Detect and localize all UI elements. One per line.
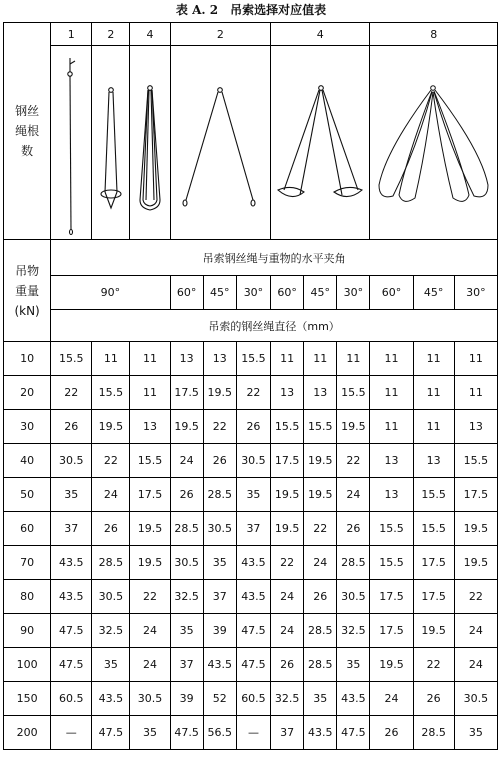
diameter-cell: 30.5: [337, 580, 370, 614]
diameter-cell: 43.5: [304, 716, 337, 750]
diameter-cell: 11: [413, 376, 454, 410]
diameter-cell: 37: [51, 512, 92, 546]
table-title: 表 A. 2 吊索选择对应值表: [175, 3, 327, 17]
diameter-cell: 24: [370, 682, 413, 716]
diameter-cell: 24: [130, 648, 170, 682]
diameter-cell: 19.5: [271, 478, 304, 512]
diameter-cell: 24: [304, 546, 337, 580]
diameter-cell: 15.5: [370, 546, 413, 580]
diameter-cell: 11: [130, 376, 170, 410]
diameter-cell: 17.5: [413, 546, 454, 580]
table-row: [4, 512, 498, 546]
diameter-cell: 17.5: [271, 444, 304, 478]
rope-group-header: 4: [130, 23, 170, 46]
table-row: [4, 444, 498, 478]
diameter-cell: 35: [337, 648, 370, 682]
single-rope-icon: [51, 46, 92, 240]
angle-cell: 30°: [236, 276, 270, 310]
diameter-cell: 28.5: [203, 478, 236, 512]
diameter-cell: 15.5: [454, 444, 497, 478]
angle-cell: 60°: [170, 276, 203, 310]
diameter-cell: 11: [413, 342, 454, 376]
diameter-cell: 19.5: [304, 444, 337, 478]
diameter-cell: 35: [203, 546, 236, 580]
diameter-cell: 30.5: [170, 546, 203, 580]
diameter-cell: 26: [236, 410, 270, 444]
diameter-cell: 13: [370, 478, 413, 512]
diameter-cell: 24: [337, 478, 370, 512]
diameter-cell: 47.5: [92, 716, 130, 750]
weight-cell: 200: [4, 716, 51, 750]
diameter-cell: 26: [413, 682, 454, 716]
diameter-cell: 19.5: [170, 410, 203, 444]
diameter-cell: 30.5: [130, 682, 170, 716]
diameter-cell: 19.5: [92, 410, 130, 444]
diameter-cell: —: [236, 716, 270, 750]
rope-group-header: 8: [370, 23, 498, 46]
diameter-cell: 30.5: [203, 512, 236, 546]
diameter-cell: 24: [92, 478, 130, 512]
diameter-cell: 11: [337, 342, 370, 376]
diameter-cell: 43.5: [51, 580, 92, 614]
angle-cell: 30°: [454, 276, 497, 310]
diameter-cell: 28.5: [304, 648, 337, 682]
diameter-cell: 15.5: [130, 444, 170, 478]
diameter-cell: 19.5: [271, 512, 304, 546]
diameter-cell: 24: [271, 580, 304, 614]
diameter-cell: 28.5: [413, 716, 454, 750]
diameter-cell: 47.5: [337, 716, 370, 750]
weight-cell: 20: [4, 376, 51, 410]
diameter-cell: 26: [304, 580, 337, 614]
diameter-cell: 28.5: [304, 614, 337, 648]
diameter-cell: 17.5: [170, 376, 203, 410]
diameter-cell: 19.5: [370, 648, 413, 682]
table-row: [4, 410, 498, 444]
diameter-header: 吊索的钢丝绳直径（mm）: [51, 310, 498, 342]
diameter-cell: 15.5: [92, 376, 130, 410]
diameter-cell: 13: [170, 342, 203, 376]
diameter-cell: 17.5: [413, 580, 454, 614]
diameter-cell: —: [51, 716, 92, 750]
table-row: [4, 682, 498, 716]
diameter-cell: 35: [51, 478, 92, 512]
diameter-cell: 13: [203, 342, 236, 376]
diameter-cell: 13: [271, 376, 304, 410]
diameter-cell: 22: [236, 376, 270, 410]
weight-cell: 10: [4, 342, 51, 376]
diameter-cell: 11: [413, 410, 454, 444]
diameter-cell: 15.5: [271, 410, 304, 444]
angle-cell: 45°: [304, 276, 337, 310]
table-row: [4, 342, 498, 376]
angle-header: 吊索钢丝绳与重物的水平夹角: [51, 240, 498, 276]
rope-count-label: 钢丝 绳根 数: [4, 23, 51, 240]
diameter-cell: 39: [170, 682, 203, 716]
diameter-cell: 19.5: [413, 614, 454, 648]
diameter-cell: 13: [454, 410, 497, 444]
diameter-cell: 22: [203, 410, 236, 444]
diameter-cell: 28.5: [92, 546, 130, 580]
diameter-cell: 47.5: [236, 614, 270, 648]
diameter-cell: 17.5: [370, 614, 413, 648]
diameter-cell: 37: [271, 716, 304, 750]
diameter-cell: 43.5: [203, 648, 236, 682]
diameter-cell: 35: [304, 682, 337, 716]
diameter-cell: 60.5: [236, 682, 270, 716]
weight-cell: 80: [4, 580, 51, 614]
diameter-cell: 43.5: [92, 682, 130, 716]
diameter-cell: 24: [130, 614, 170, 648]
diameter-cell: 22: [92, 444, 130, 478]
diameter-cell: 15.5: [51, 342, 92, 376]
diameter-cell: 47.5: [170, 716, 203, 750]
diameter-cell: 30.5: [51, 444, 92, 478]
sling-selection-table: [3, 22, 498, 750]
table-row: [4, 546, 498, 580]
eight-leg-sling-icon: [370, 46, 498, 240]
diameter-cell: 19.5: [454, 546, 497, 580]
diameter-cell: 32.5: [337, 614, 370, 648]
four-leg-sling-icon: [271, 46, 370, 240]
diameter-cell: 47.5: [51, 614, 92, 648]
diameter-cell: 24: [170, 444, 203, 478]
diameter-cell: 26: [337, 512, 370, 546]
diameter-cell: 24: [454, 614, 497, 648]
diameter-cell: 11: [370, 376, 413, 410]
diameter-cell: 35: [92, 648, 130, 682]
weight-cell: 40: [4, 444, 51, 478]
diameter-cell: 26: [51, 410, 92, 444]
diameter-cell: 15.5: [304, 410, 337, 444]
diameter-cell: 11: [454, 342, 497, 376]
diameter-cell: 19.5: [304, 478, 337, 512]
weight-cell: 90: [4, 614, 51, 648]
diameter-cell: 26: [170, 478, 203, 512]
diameter-cell: 13: [413, 444, 454, 478]
diameter-cell: 17.5: [454, 478, 497, 512]
diameter-cell: 15.5: [236, 342, 270, 376]
rope-group-header: 1: [51, 23, 92, 46]
angle-cell: 60°: [271, 276, 304, 310]
weight-cell: 100: [4, 648, 51, 682]
diameter-cell: 32.5: [170, 580, 203, 614]
diameter-cell: 47.5: [51, 648, 92, 682]
angle-cell: 60°: [370, 276, 413, 310]
diameter-cell: 37: [236, 512, 270, 546]
diameter-cell: 24: [454, 648, 497, 682]
diameter-cell: 22: [51, 376, 92, 410]
quad-rope-loop-icon: [130, 46, 170, 240]
diameter-cell: 35: [130, 716, 170, 750]
weight-label: 吊物 重量 (kN): [4, 240, 51, 342]
diameter-cell: 28.5: [337, 546, 370, 580]
diameter-cell: 43.5: [236, 580, 270, 614]
diameter-cell: 11: [92, 342, 130, 376]
diameter-cell: 11: [370, 342, 413, 376]
diameter-cell: 60.5: [51, 682, 92, 716]
diameter-cell: 15.5: [413, 512, 454, 546]
diameter-cell: 13: [304, 376, 337, 410]
diameter-cell: 43.5: [51, 546, 92, 580]
diameter-cell: 32.5: [92, 614, 130, 648]
table-row: [4, 376, 498, 410]
diameter-cell: 43.5: [337, 682, 370, 716]
weight-cell: 70: [4, 546, 51, 580]
diameter-cell: 11: [304, 342, 337, 376]
double-rope-loop-icon: [92, 46, 130, 240]
rope-group-header: 2: [92, 23, 130, 46]
table-row: [4, 614, 498, 648]
diameter-cell: 11: [130, 342, 170, 376]
diameter-cell: 35: [454, 716, 497, 750]
diameter-cell: 19.5: [454, 512, 497, 546]
table-row: [4, 648, 498, 682]
diameter-cell: 11: [454, 376, 497, 410]
rope-group-header: 2: [170, 23, 270, 46]
diameter-cell: 15.5: [370, 512, 413, 546]
angle-cell: 45°: [203, 276, 236, 310]
diameter-cell: 37: [170, 648, 203, 682]
rope-group-header: 4: [271, 23, 370, 46]
diameter-cell: 30.5: [236, 444, 270, 478]
weight-cell: 150: [4, 682, 51, 716]
diameter-cell: 13: [130, 410, 170, 444]
diameter-cell: 26: [203, 444, 236, 478]
diameter-cell: 11: [271, 342, 304, 376]
diameter-cell: 11: [370, 410, 413, 444]
diameter-cell: 56.5: [203, 716, 236, 750]
diameter-cell: 43.5: [236, 546, 270, 580]
diameter-cell: 22: [271, 546, 304, 580]
diameter-cell: 26: [370, 716, 413, 750]
diameter-cell: 32.5: [271, 682, 304, 716]
diameter-cell: 26: [92, 512, 130, 546]
diameter-cell: 22: [454, 580, 497, 614]
diameter-cell: 19.5: [130, 546, 170, 580]
weight-cell: 30: [4, 410, 51, 444]
diameter-cell: 17.5: [370, 580, 413, 614]
diameter-cell: 15.5: [413, 478, 454, 512]
weight-cell: 60: [4, 512, 51, 546]
diameter-cell: 35: [236, 478, 270, 512]
diameter-cell: 28.5: [170, 512, 203, 546]
diameter-cell: 22: [413, 648, 454, 682]
table-row: [4, 716, 498, 750]
diameter-cell: 30.5: [92, 580, 130, 614]
diameter-cell: 37: [203, 580, 236, 614]
angle-cell: 30°: [337, 276, 370, 310]
diameter-cell: 24: [271, 614, 304, 648]
diameter-cell: 30.5: [454, 682, 497, 716]
weight-cell: 50: [4, 478, 51, 512]
diameter-cell: 15.5: [337, 376, 370, 410]
diameter-cell: 39: [203, 614, 236, 648]
diameter-cell: 22: [337, 444, 370, 478]
diameter-cell: 19.5: [130, 512, 170, 546]
diameter-cell: 22: [304, 512, 337, 546]
table-row: [4, 478, 498, 512]
angle-cell: 90°: [51, 276, 170, 310]
angle-cell: 45°: [413, 276, 454, 310]
diameter-cell: 19.5: [337, 410, 370, 444]
diameter-cell: 22: [130, 580, 170, 614]
diameter-cell: 26: [271, 648, 304, 682]
diameter-cell: 13: [370, 444, 413, 478]
diameter-cell: 52: [203, 682, 236, 716]
diameter-cell: 19.5: [203, 376, 236, 410]
diameter-cell: 47.5: [236, 648, 270, 682]
table-row: [4, 580, 498, 614]
diameter-cell: 17.5: [130, 478, 170, 512]
diameter-cell: 35: [170, 614, 203, 648]
two-leg-sling-icon: [170, 46, 270, 240]
